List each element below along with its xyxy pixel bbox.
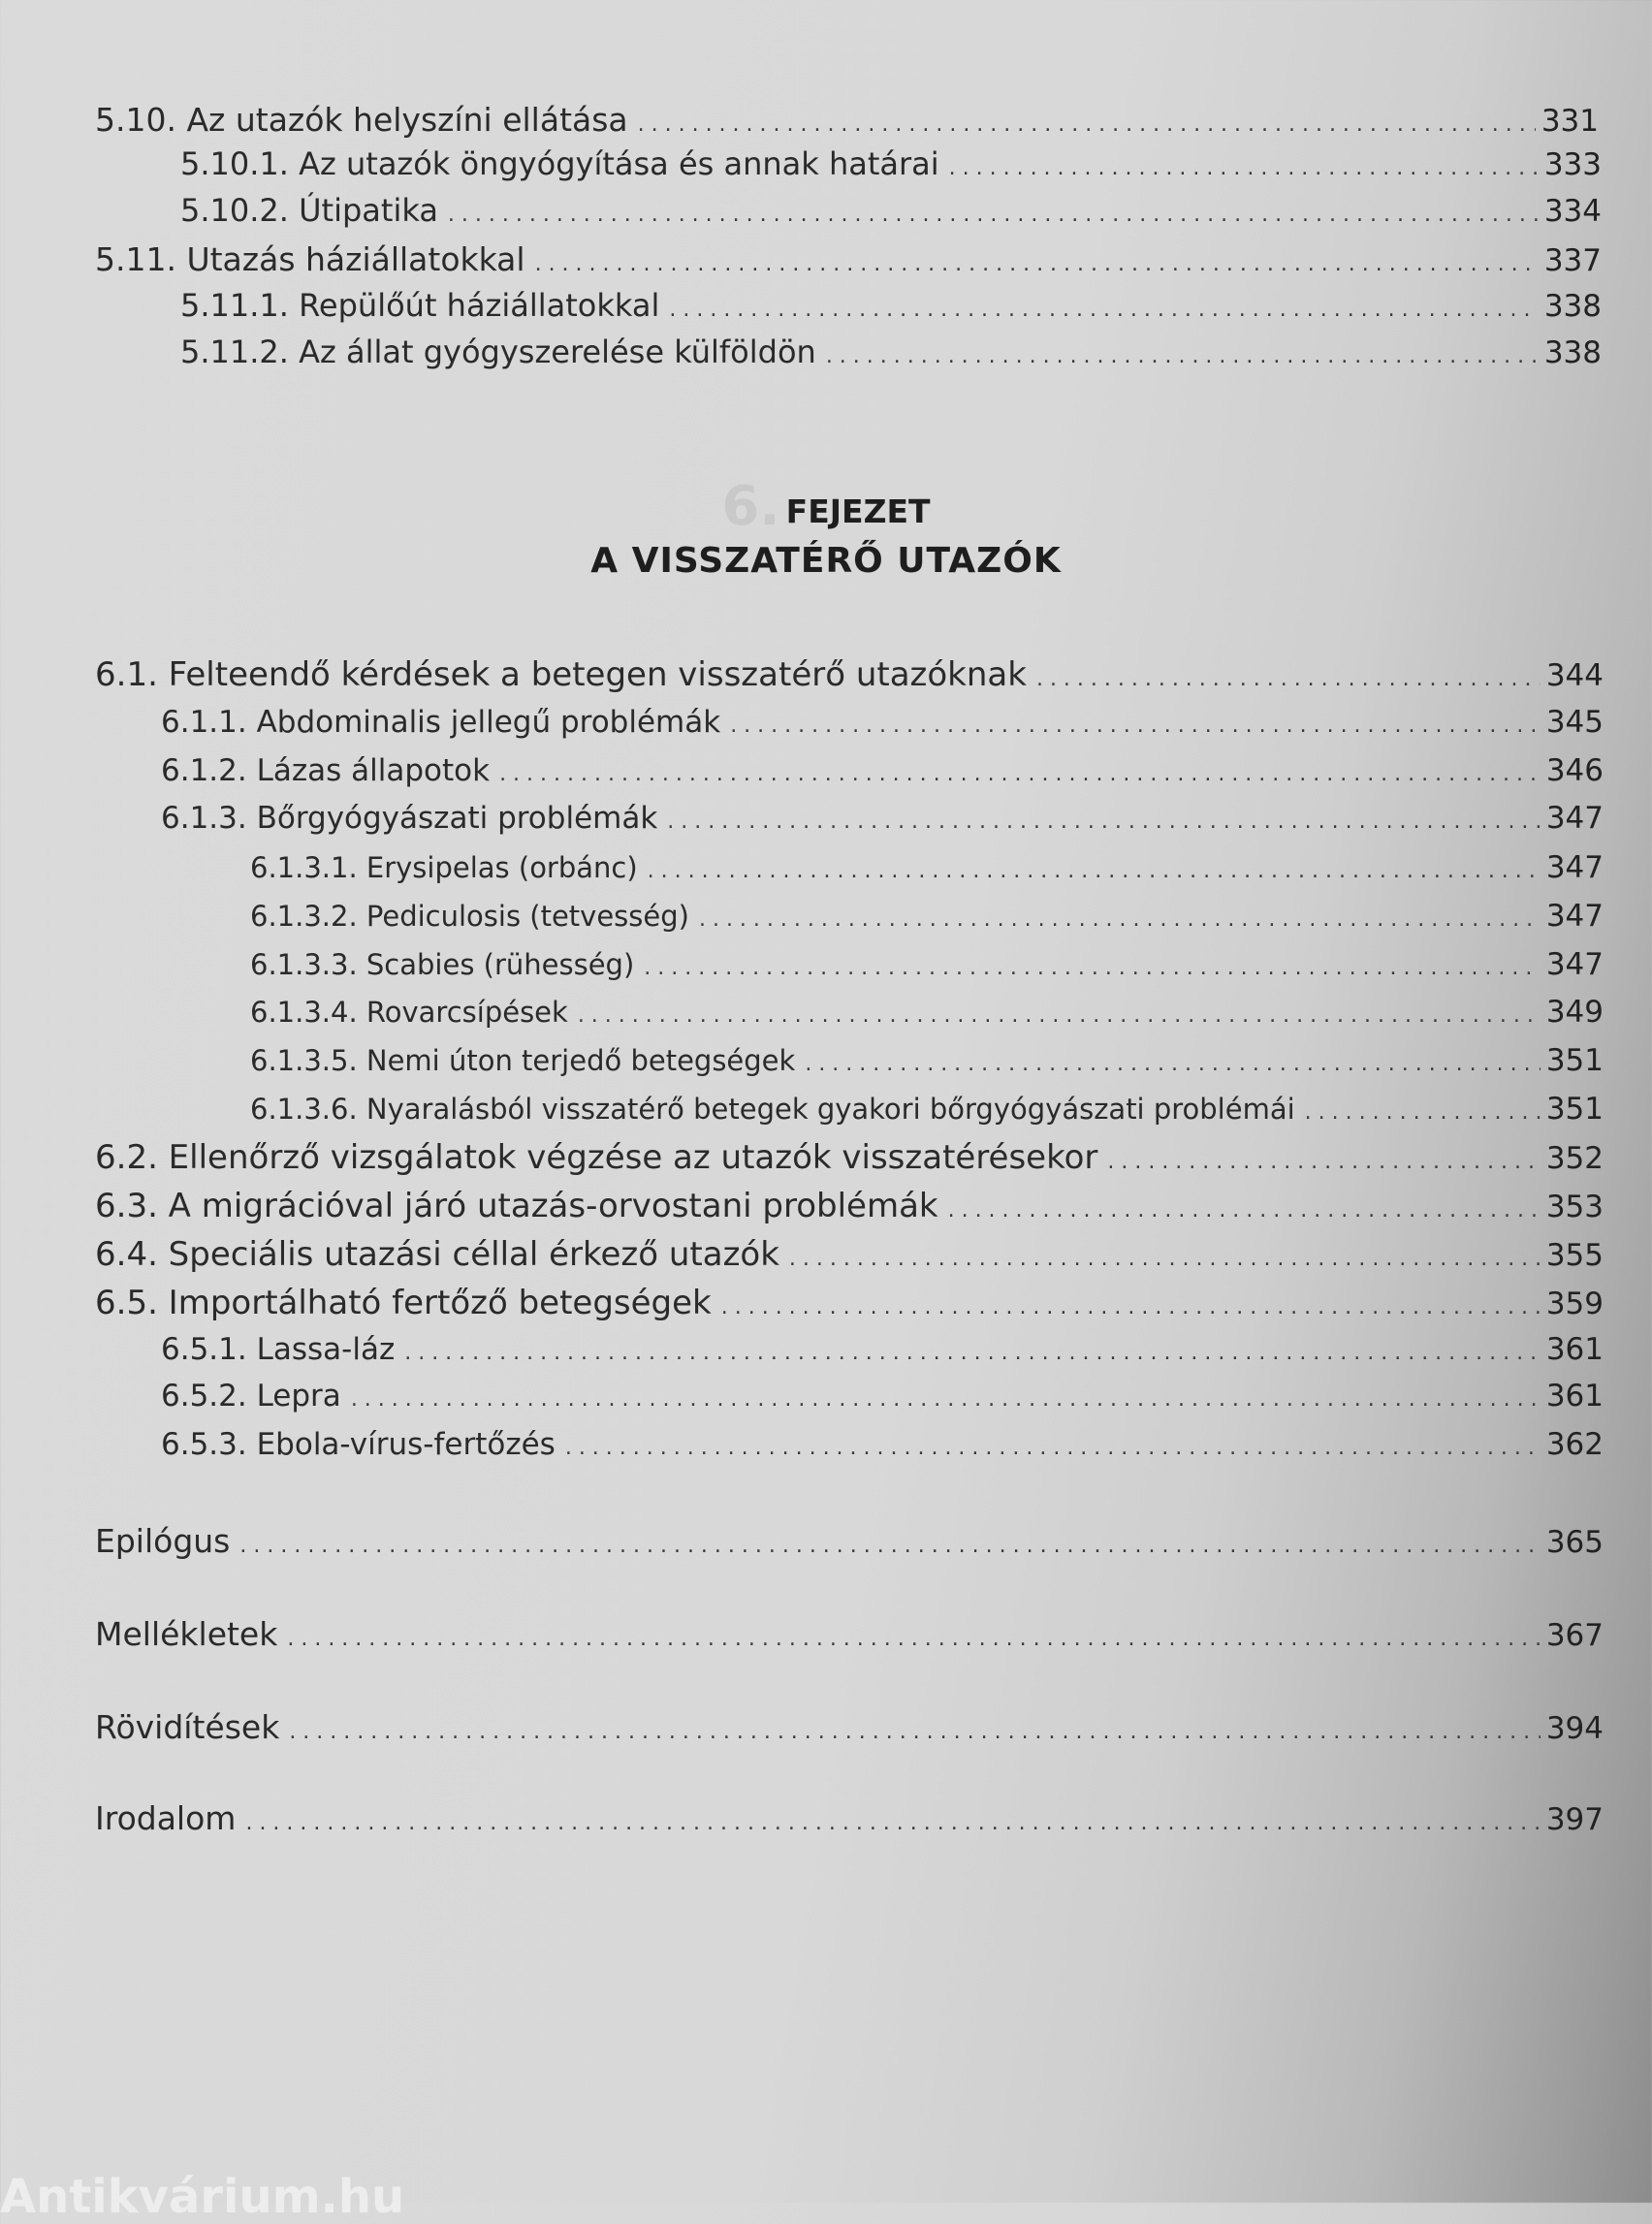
toc-entry-label: 6.1.3.3. Scabies (rühesség) (250, 948, 635, 981)
leader-dots (648, 859, 1541, 883)
toc-entry-label: 6.2. Ellenőrző vizsgálatok végzése az utazók visszatérésekor (95, 1138, 1098, 1177)
toc-entry-page: 365 (1545, 1525, 1604, 1560)
toc-entry-page: 347 (1545, 801, 1604, 836)
leader-dots (667, 810, 1541, 834)
toc-entry (180, 334, 1602, 370)
toc-entry-page: 347 (1545, 899, 1604, 934)
leader-dots (789, 1247, 1541, 1271)
toc-entry (161, 1379, 1604, 1414)
leader-dots (1107, 1150, 1540, 1174)
leader-dots (1036, 667, 1541, 691)
toc-entry-label: 6.1.3.5. Nemi úton terjedő betegségek (250, 1044, 796, 1077)
toc-entry-label: 6.3. A migrációval járó utazás-orvostani problémák (95, 1187, 938, 1225)
leader-dots (448, 203, 1539, 227)
toc-entry (250, 899, 1604, 934)
toc-entry (95, 1138, 1604, 1177)
toc-entry-label: 6.5.3. Ebola-vírus-fertőzés (161, 1427, 556, 1462)
leader-dots (699, 907, 1541, 932)
toc-entry-label: 6.5.1. Lassa-láz (161, 1332, 396, 1367)
toc-entry-label: 5.10. Az utazók helyszíni ellátása (95, 101, 628, 139)
toc-entry (180, 287, 1602, 324)
toc-entry-page: 338 (1543, 289, 1602, 324)
toc-entry (95, 240, 1602, 278)
toc-entry (250, 995, 1604, 1030)
toc-entry-page: 347 (1545, 947, 1604, 982)
leader-dots (245, 1811, 1540, 1835)
leader-dots (499, 762, 1541, 786)
toc-entry (95, 101, 1599, 139)
leader-dots (730, 714, 1541, 738)
toc-entry-page: 367 (1545, 1618, 1604, 1653)
toc-entry (250, 1043, 1604, 1078)
leader-dots (826, 344, 1539, 368)
toc-entry (250, 850, 1604, 885)
toc-entry-label: 6.5.2. Lepra (161, 1379, 341, 1414)
leader-dots (351, 1387, 1541, 1412)
leader-dots (669, 298, 1538, 322)
toc-entry-page: 338 (1543, 335, 1602, 370)
toc-entry (180, 145, 1602, 182)
leader-dots (948, 1198, 1541, 1223)
toc-entry (95, 1235, 1604, 1274)
toc-entry-label: Mellékletek (95, 1615, 278, 1653)
leader-dots (239, 1534, 1540, 1558)
toc-entry-page: 362 (1545, 1427, 1604, 1462)
toc-entry (180, 192, 1602, 229)
toc-entry-page: 361 (1545, 1379, 1604, 1414)
toc-entry (161, 1427, 1604, 1462)
toc-entry-label: 5.11. Utazás háziállatokkal (95, 240, 525, 278)
toc-entry (250, 1092, 1604, 1127)
toc-entry-label: 6.1. Felteendő kérdések a betegen visszatérő utazóknak (95, 655, 1027, 694)
leader-dots (949, 156, 1539, 180)
chapter-title: A VISSZATÉRŐ UTAZÓK (590, 541, 1062, 581)
leader-dots (638, 112, 1536, 137)
toc-entry-label: 6.1.3. Bőrgyógyászati problémák (161, 801, 658, 836)
toc-entry-label: 6.1.2. Lázas állapotok (161, 753, 491, 788)
toc-entry-label: 6.1.3.4. Rovarcsípések (250, 996, 568, 1029)
toc-entry-page: 347 (1545, 850, 1604, 885)
toc-entry-page: 346 (1545, 753, 1604, 788)
toc-entry (250, 947, 1604, 982)
chapter-number: 6. (721, 475, 780, 538)
toc-entry-label: 5.11.2. Az állat gyógyszerelése külföldön (180, 334, 816, 370)
toc-entry-page: 349 (1545, 995, 1604, 1030)
toc-entry (95, 655, 1604, 694)
toc-entry (161, 753, 1604, 788)
toc-entry-page: 334 (1543, 194, 1602, 229)
toc-entry (95, 1187, 1604, 1225)
toc-entry-label: 6.1.1. Abdominalis jellegű problémák (161, 705, 721, 740)
toc-entry-label: 5.10.1. Az utazók öngyógyítása és annak határai (180, 145, 939, 182)
leader-dots (404, 1341, 1541, 1365)
chapter-heading (0, 475, 1652, 538)
chapter-word: FEJEZET (785, 492, 931, 530)
toc-entry (95, 1284, 1604, 1322)
toc-entry (161, 801, 1604, 836)
toc-entry (161, 1332, 1604, 1367)
toc-entry-page: 351 (1545, 1092, 1604, 1127)
leader-dots (578, 1003, 1541, 1028)
toc-entry-page: 345 (1545, 705, 1604, 740)
toc-entry-page: 353 (1545, 1190, 1604, 1224)
toc-entry-label: 6.1.3.2. Pediculosis (tetvesség) (250, 900, 689, 933)
leader-dots (289, 1720, 1541, 1744)
toc-entry-label: Irodalom (95, 1799, 237, 1837)
toc-entry-page: 394 (1545, 1711, 1604, 1746)
toc-entry (95, 1522, 1604, 1560)
watermark: Antikvárium.hu (0, 2170, 405, 2224)
toc-entry-page: 397 (1545, 1802, 1604, 1837)
toc-entry (95, 1708, 1604, 1746)
toc-entry-page: 352 (1545, 1141, 1604, 1176)
toc-entry-label: 5.11.1. Repülőút háziállatokkal (180, 287, 660, 324)
toc-entry-label: 6.1.3.6. Nyaralásból visszatérő betegek gyakori bőrgyógyászati problémái (250, 1093, 1295, 1126)
toc-entry-page: 337 (1543, 243, 1602, 278)
toc-entry-page: 355 (1545, 1238, 1604, 1273)
leader-dots (644, 956, 1541, 980)
toc-entry-label: 6.1.3.1. Erysipelas (orbánc) (250, 851, 638, 884)
toc-entry-page: 333 (1543, 147, 1602, 182)
toc-entry-label: 5.10.2. Útipatika (180, 192, 438, 229)
leader-dots (535, 252, 1539, 276)
toc-entry (95, 1799, 1604, 1837)
toc-entry-label: Rövidítések (95, 1708, 280, 1746)
toc-entry-page: 361 (1545, 1332, 1604, 1367)
toc-entry-label: 6.5. Importálható fertőző betegségek (95, 1284, 712, 1322)
leader-dots (287, 1627, 1540, 1651)
toc-entry-page: 331 (1541, 104, 1599, 139)
toc-entry (161, 705, 1604, 740)
toc-entry (95, 1615, 1604, 1653)
toc-entry-label: Epilógus (95, 1522, 231, 1560)
leader-dots (805, 1052, 1541, 1076)
leader-dots (721, 1295, 1541, 1319)
toc-entry-page: 359 (1545, 1287, 1604, 1321)
leader-dots (1305, 1100, 1541, 1125)
toc-entry-page: 351 (1545, 1043, 1604, 1078)
toc-entry-page: 344 (1545, 658, 1604, 693)
leader-dots (565, 1436, 1541, 1460)
toc-entry-label: 6.4. Speciális utazási céllal érkező utazók (95, 1235, 779, 1274)
